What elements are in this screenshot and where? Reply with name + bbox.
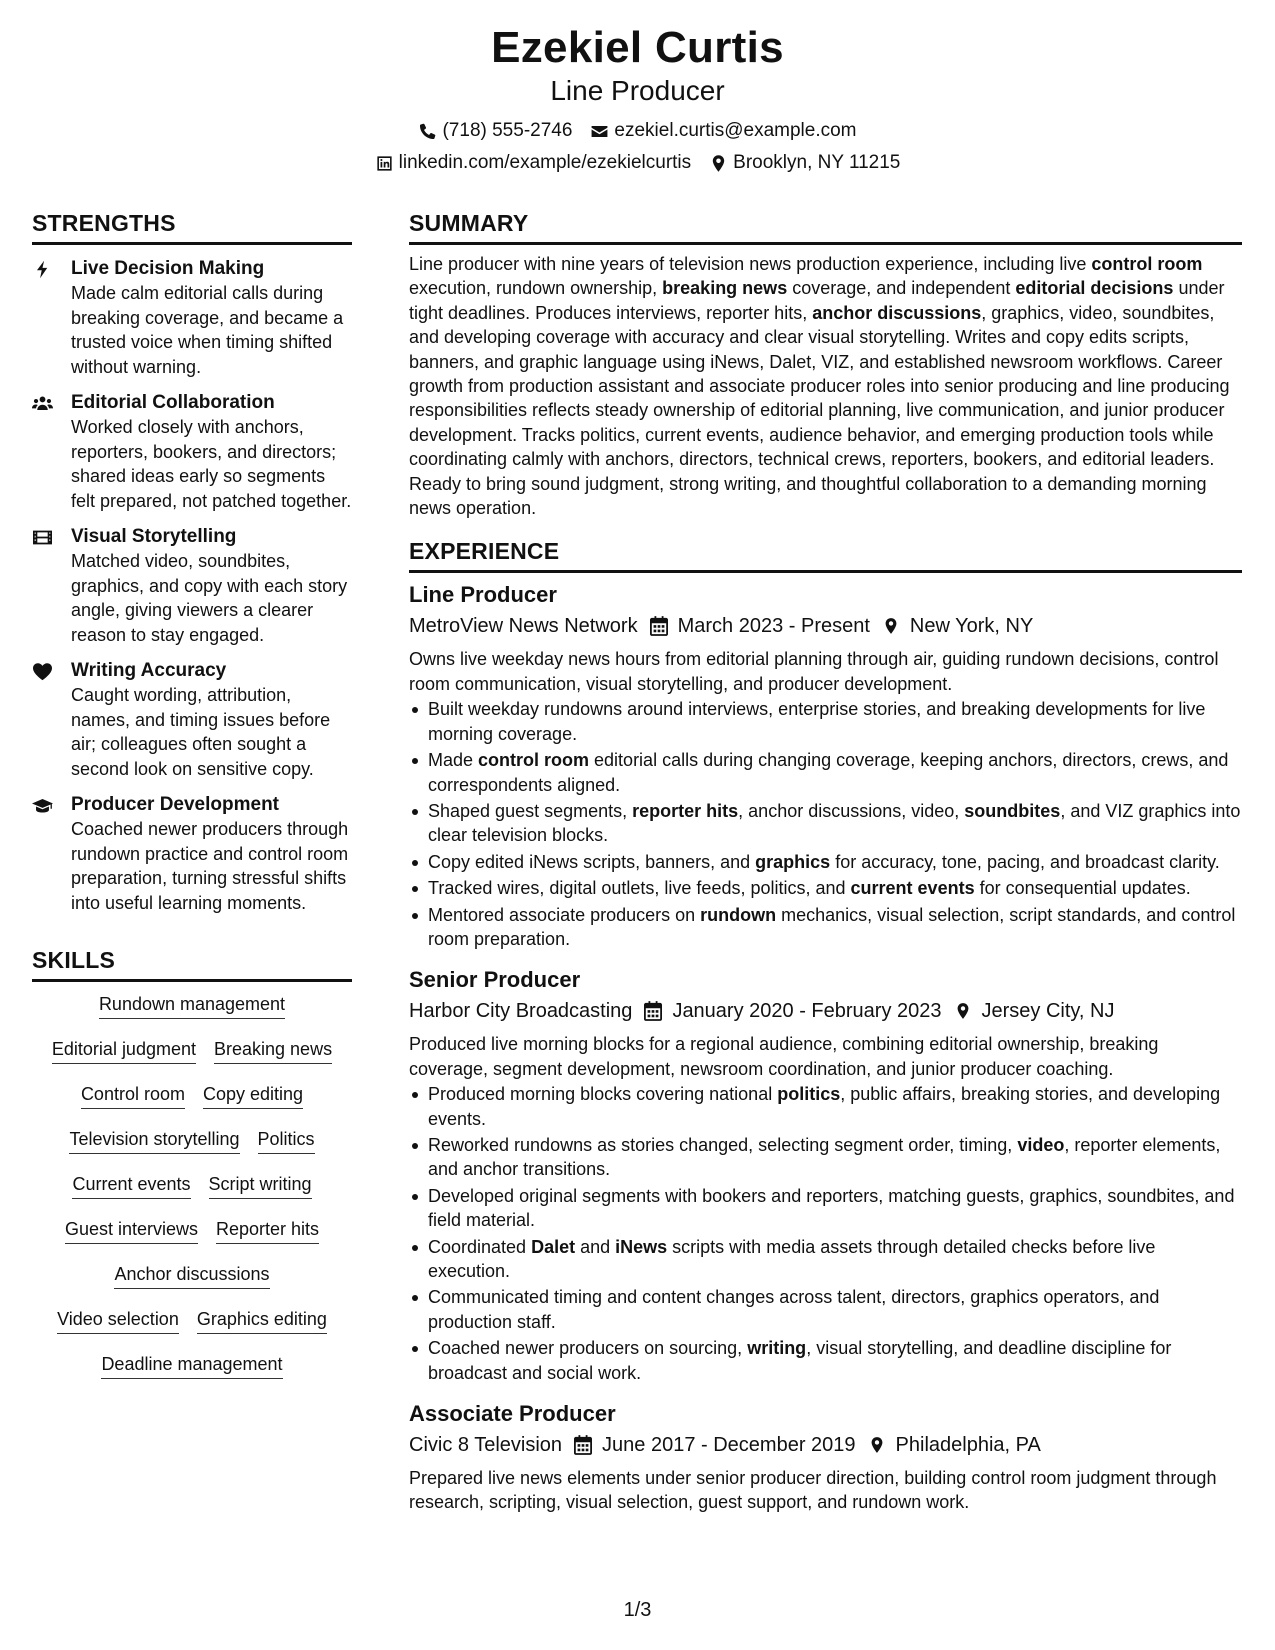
experience-heading: EXPERIENCE xyxy=(409,536,1242,573)
text-segment: Made xyxy=(428,750,479,771)
keyword-bold: graphics xyxy=(755,851,831,872)
text-segment: editorial calls during changing coverage, keeping anchors, directors, crews, and correspondents aligned. xyxy=(428,750,1229,795)
job-meta xyxy=(409,996,1242,1026)
keyword-bold: current events xyxy=(850,878,975,899)
text-segment: Developed original segments with bookers and reporters, matching guests, graphics, soundbites, and field material. xyxy=(428,1185,1235,1231)
map-pin-icon xyxy=(954,1001,972,1021)
bolt-icon xyxy=(32,260,53,279)
job-location: Philadelphia, PA xyxy=(895,1434,1041,1457)
skill-tag: Graphics editing xyxy=(197,1307,327,1334)
page-number: 1/3 xyxy=(623,1599,652,1621)
bullet-item xyxy=(409,850,1242,874)
text-segment: , reporter elements, and anchor transitions. xyxy=(428,1134,1221,1180)
job-meta xyxy=(409,611,1242,641)
strengths-heading: STRENGTHS xyxy=(32,208,352,245)
calendar-icon xyxy=(650,616,668,636)
email-text[interactable]: ezekiel.curtis@example.com xyxy=(614,120,857,141)
text-segment: for consequential updates. xyxy=(974,878,1191,899)
keyword-bold: Dalet xyxy=(531,1236,576,1257)
phone-text: (718) 555-2746 xyxy=(442,120,573,141)
text-segment: Line producer with nine years of television news production experience, including live xyxy=(409,254,1092,274)
heart-icon xyxy=(32,662,53,681)
skill-tag: Rundown management xyxy=(99,992,285,1019)
strength-desc: Caught wording, attribution, names, and timing issues before air; colleagues often sought a second look on sensitive copy. xyxy=(71,685,331,779)
keyword-bold: iNews xyxy=(615,1236,668,1257)
text-segment: Coordinated xyxy=(428,1236,532,1257)
job-dates: June 2017 - December 2019 xyxy=(602,1434,856,1457)
strength-item xyxy=(32,257,352,379)
text-segment: execution, rundown ownership, xyxy=(409,278,663,299)
summary-text xyxy=(409,252,1242,520)
job-title: Associate Producer xyxy=(409,1401,616,1427)
users-icon xyxy=(32,394,53,413)
job-bullets xyxy=(409,1082,1242,1385)
keyword-bold: reporter hits xyxy=(632,800,739,821)
keyword-bold: breaking news xyxy=(662,278,788,299)
job-entry xyxy=(409,965,1242,1385)
location-contact xyxy=(709,150,900,176)
skill-tag: Anchor discussions xyxy=(114,1262,269,1289)
bullet-item xyxy=(409,748,1242,797)
text-segment: under tight deadlines. Produces interviews, reporter hits, xyxy=(409,278,1225,323)
strengths-list xyxy=(32,257,352,915)
bullet-item xyxy=(409,1285,1242,1334)
strength-desc: Worked closely with anchors, reporters, bookers, and directors; shared ideas early so segments felt prepared, not patched together. xyxy=(71,417,352,511)
job-dates: March 2023 - Present xyxy=(677,615,870,638)
skill-row xyxy=(32,1127,352,1172)
keyword-bold: anchor discussions xyxy=(812,302,982,323)
film-icon xyxy=(32,528,53,547)
linkedin-icon xyxy=(375,154,394,173)
bullet-item xyxy=(409,903,1242,952)
map-pin-icon xyxy=(882,616,900,636)
calendar-icon xyxy=(644,1001,662,1021)
skill-row xyxy=(32,992,352,1037)
keyword-bold: video xyxy=(1017,1134,1065,1155)
linkedin-contact[interactable] xyxy=(375,150,692,176)
job-description: Prepared live news elements under senior producer direction, building control room judgment through research, scripting, visual selection, guest support, and rundown work. xyxy=(409,1468,1217,1513)
text-segment: Coached newer producers on sourcing, xyxy=(428,1338,748,1359)
jobs-list xyxy=(409,580,1242,1514)
text-segment: Mentored associate producers on xyxy=(428,904,701,925)
resume-header xyxy=(0,22,1275,176)
strength-desc: Matched video, soundbites, graphics, and copy with each story angle, giving viewers a clearer reason to stay engaged. xyxy=(71,551,348,645)
keyword-bold: politics xyxy=(777,1084,841,1105)
job-dates: January 2020 - February 2023 xyxy=(672,1000,942,1023)
candidate-title: Line Producer xyxy=(550,75,725,106)
contact-row-2 xyxy=(0,150,1275,176)
text-segment: Built weekday rundowns around interviews, enterprise stories, and breaking developments for live morning coverage. xyxy=(428,699,1206,744)
strength-title: Visual Storytelling xyxy=(71,526,237,547)
job-company: Civic 8 Television xyxy=(409,1434,563,1457)
text-segment: coverage, and independent xyxy=(787,278,1016,299)
skills-heading: SKILLS xyxy=(32,945,352,982)
job-company: Harbor City Broadcasting xyxy=(409,1000,633,1023)
calendar-icon xyxy=(574,1435,592,1455)
job-description: Owns live weekday news hours from editorial planning through air, guiding rundown decisions, control room communication, visual storytelling, and producer development. xyxy=(409,649,1219,694)
skill-row xyxy=(32,1037,352,1082)
text-segment: for accuracy, tone, pacing, and broadcast clarity. xyxy=(830,851,1220,872)
text-segment: , graphics, video, soundbites, and developing coverage with accuracy and clear visual storytelling. Writes and copy edits scripts, banners, and graphic language using iNews, Dalet, VIZ, and established newsroom workflows. Career growth from production assistant and associate producer roles into senior producing and line producing responsibilities reflects steady ownership of editorial planning, live communication, and junior producer development. Tracks politics, current events, audience behavior, and emerging production tools while coordinating calmly with anchors, directors, technical crews, reporters, bookers, and editorial leaders. Ready to bring sound judgment, strong writing, and thoughtful collaboration to a demanding morning news operation. xyxy=(409,302,1230,519)
bullet-item xyxy=(409,1133,1242,1182)
keyword-bold: editorial decisions xyxy=(1015,278,1174,299)
strength-item xyxy=(32,793,352,915)
skill-tag: Video selection xyxy=(57,1307,179,1334)
text-segment: , anchor discussions, video, xyxy=(738,800,965,821)
strength-title: Writing Accuracy xyxy=(71,660,227,681)
skill-tag: Breaking news xyxy=(214,1037,332,1064)
strength-item xyxy=(32,391,352,513)
text-segment: and xyxy=(575,1236,616,1257)
strength-desc: Made calm editorial calls during breaking coverage, and became a trusted voice when timing shifted without warning. xyxy=(71,283,344,377)
keyword-bold: soundbites xyxy=(964,800,1061,821)
phone-icon xyxy=(418,122,437,141)
text-segment: Communicated timing and content changes across talent, directors, graphics operators, and production staff. xyxy=(428,1287,1160,1332)
contact-row-1 xyxy=(0,118,1275,144)
text-segment: Tracked wires, digital outlets, live feeds, politics, and xyxy=(428,878,851,899)
text-segment: , and VIZ graphics into clear television blocks. xyxy=(428,800,1241,846)
bullet-item xyxy=(409,1082,1242,1131)
strength-title: Producer Development xyxy=(71,794,279,815)
bullet-item xyxy=(409,1235,1242,1284)
keyword-bold: writing xyxy=(747,1338,807,1359)
map-pin-icon xyxy=(709,154,728,173)
skills-section xyxy=(32,945,352,1397)
job-location: Jersey City, NJ xyxy=(981,1000,1115,1023)
strength-title: Editorial Collaboration xyxy=(71,392,275,413)
experience-section xyxy=(409,536,1242,1514)
right-column xyxy=(409,208,1242,1515)
text-segment: scripts with media assets through detailed checks before live execution. xyxy=(428,1236,1156,1281)
job-title: Line Producer xyxy=(409,582,557,608)
skill-tag: Copy editing xyxy=(203,1082,303,1109)
linkedin-text[interactable]: linkedin.com/example/ezekielcurtis xyxy=(398,152,692,173)
skill-row xyxy=(32,1082,352,1127)
left-column xyxy=(32,208,352,1397)
skill-tag: Politics xyxy=(258,1127,315,1154)
strength-desc: Coached newer producers through rundown practice and control room preparation, turning stressful shifts into useful learning moments. xyxy=(71,819,349,913)
bullet-item xyxy=(409,1336,1242,1385)
keyword-bold: control room xyxy=(1091,254,1203,274)
email-contact[interactable] xyxy=(590,118,856,144)
skills-list xyxy=(32,992,352,1397)
skill-tag: Editorial judgment xyxy=(52,1037,196,1064)
skill-tag: Control room xyxy=(81,1082,185,1109)
keyword-bold: rundown xyxy=(700,904,777,925)
strength-item xyxy=(32,525,352,647)
text-segment: mechanics, visual selection, script standards, and control room preparation. xyxy=(428,904,1236,949)
job-location: New York, NY xyxy=(909,615,1034,638)
skill-row xyxy=(32,1307,352,1352)
text-segment: Copy edited iNews scripts, banners, and xyxy=(428,851,756,872)
job-bullets xyxy=(409,697,1242,951)
skill-row xyxy=(32,1262,352,1307)
text-segment: Shaped guest segments, xyxy=(428,800,633,821)
strength-item xyxy=(32,659,352,781)
bullet-item xyxy=(409,799,1242,848)
skill-tag: Script writing xyxy=(209,1172,312,1199)
bullet-item xyxy=(409,876,1242,900)
skill-row xyxy=(32,1217,352,1262)
job-company: MetroView News Network xyxy=(409,615,638,638)
skill-row xyxy=(32,1352,352,1397)
location-text: Brooklyn, NY 11215 xyxy=(733,152,901,173)
job-title: Senior Producer xyxy=(409,967,581,993)
skill-tag: Current events xyxy=(72,1172,190,1199)
skill-tag: Reporter hits xyxy=(216,1217,319,1244)
candidate-name: Ezekiel Curtis xyxy=(491,23,784,72)
text-segment: Reworked rundowns as stories changed, selecting segment order, timing, xyxy=(428,1134,1018,1155)
graduation-cap-icon xyxy=(32,796,53,815)
summary-heading: SUMMARY xyxy=(409,208,1242,245)
bullet-item xyxy=(409,697,1242,746)
skill-row xyxy=(32,1172,352,1217)
job-entry xyxy=(409,580,1242,951)
strength-title: Live Decision Making xyxy=(71,258,265,279)
skill-tag: Guest interviews xyxy=(65,1217,198,1244)
keyword-bold: control room xyxy=(478,750,590,771)
map-pin-icon xyxy=(868,1435,886,1455)
job-meta xyxy=(409,1430,1242,1460)
job-entry xyxy=(409,1399,1242,1515)
text-segment: , public affairs, breaking stories, and developing events. xyxy=(428,1084,1221,1129)
text-segment: Produced morning blocks covering national xyxy=(428,1084,778,1105)
phone-contact xyxy=(418,118,572,144)
envelope-icon xyxy=(590,122,609,141)
bullet-item xyxy=(409,1184,1242,1233)
skill-tag: Television storytelling xyxy=(69,1127,239,1154)
job-description: Produced live morning blocks for a regional audience, combining editorial ownership, breaking coverage, segment development, newsroom coordination, and junior producer coaching. xyxy=(409,1034,1159,1079)
text-segment: , visual storytelling, and deadline discipline for broadcast and social work. xyxy=(428,1338,1172,1383)
skill-tag: Deadline management xyxy=(101,1352,282,1379)
